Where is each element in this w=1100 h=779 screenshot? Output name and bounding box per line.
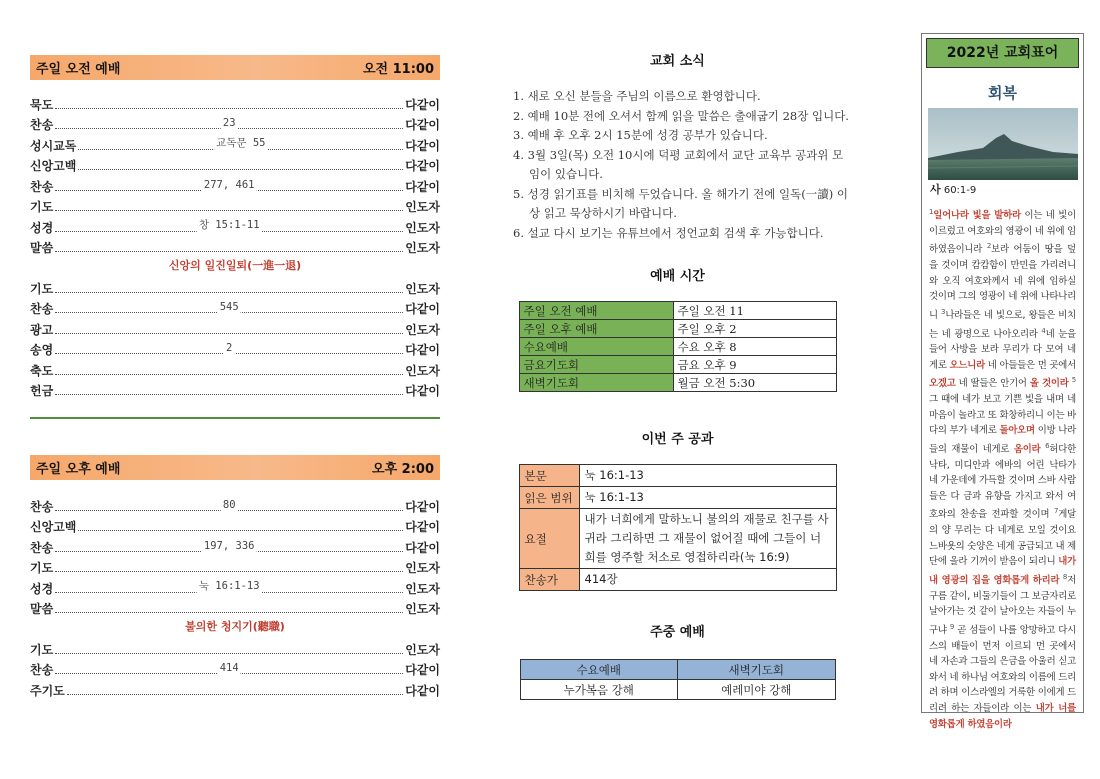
order-item-leader: 인도자 — [405, 241, 440, 255]
midweek-value-dawn: 예레미야 강해 — [678, 680, 836, 700]
dotted-leader — [55, 108, 403, 109]
order-item-leader: 다같이 — [405, 540, 440, 555]
order-item-label: 말씀 — [30, 241, 54, 255]
lesson-row — [519, 487, 836, 509]
lesson-row — [519, 465, 836, 487]
lesson-value: 눅 16:1-13 — [579, 487, 836, 509]
midweek-title: 주중 예배 — [650, 625, 705, 640]
dotted-leader — [55, 178, 403, 191]
order-item-leader: 인도자 — [405, 322, 440, 337]
order-item-detail: 창 15:1-11 — [198, 218, 260, 231]
order-item-leader: 다같이 — [405, 520, 440, 534]
order-item-leader: 인도자 — [405, 561, 440, 575]
order-item-detail: 197, 336 — [203, 539, 255, 552]
order-item-leader: 인도자 — [405, 602, 440, 616]
order-row — [30, 535, 440, 556]
dotted-leader — [55, 218, 403, 232]
schedule-row — [519, 320, 836, 338]
midweek-header-wednesday: 수요예배 — [520, 660, 678, 680]
afternoon-service-title: 주일 오후 예배 — [36, 462, 121, 477]
order-item-label: 기도 — [30, 642, 54, 657]
schedule-service-name: 수요예배 — [519, 338, 673, 356]
church-news-column — [505, 50, 850, 700]
schedule-service-time: 금요 오후 9 — [673, 356, 836, 374]
lesson-row — [519, 509, 836, 569]
morning-service-title: 주일 오전 예배 — [36, 62, 121, 77]
dotted-leader — [55, 117, 403, 129]
dotted-leader — [55, 571, 403, 572]
order-row — [30, 379, 440, 400]
lesson-table — [519, 464, 837, 591]
lesson-key: 본문 — [519, 465, 579, 487]
schedule-table — [519, 301, 837, 392]
afternoon-order-list — [30, 494, 440, 617]
order-item-leader: 다같이 — [405, 138, 440, 153]
scripture-text: $^1$일어나라 빛을 발하라 이는 네 빛이 이르렀고 여호와의 영광이 네 위에 임하였음이니라 $^2$보라 어둠이 땅을 덮을 것이며 캄캄함이 만민을 가리려니와 오직 여호와께서 네 위에 임하실 것이며 그의 영광이 네 위에 나타나리니 $^3$나라들은 네 빛으로, 왕들은 비치는 네 광명으로 나아오리라 $^4$네 눈을 들어 사방을 보라 무리가 다 모여 네게로 오느니라 네 아들들은 먼 곳에서 오겠고 네 딸들은 안기어 올 것이라 $^5$그 때에 네가 보고 기쁜 빛을 내며 네 마음이 놀라고 또 화창하리니 이는 바다의 부가 네게로 돌아오며 이방 나라들의 재물이 네게로 옴이라 $^6$허다한 낙타, 미디안과 에바의 어린 낙타가 네 가운데에 가득할 것이며 스바 사람들은 다 금과 유향을 가지고 와서 여호와의 찬송을 전파할 것이며 $^7$게달의 양 무리는 다 네게로 모일 것이요 느바욧의 숫양은 네게 공급되고 내 제단에 올라 기꺼이 받음이 되리니 내가 내 영광의 집을 영화롭게 하리라 $^8$저 구름 같이, 비둘기들이 그 보금자리로 날아가는 것 같이 날아오는 자들이 누구냐 $^9$ 곧 섬들이 나를 앙망하고 다시스의 배들이 먼저 이르되 먼 곳에서 네 자손과 그들의 은금을 아울러 싣고 와서 네 하나님 여호와의 이름에 드리려 하며 이스라엘의 거룩한 이에게 드리려 하는 자들이라 이는 내가 너를 영화롭게 하였음이라 — [929, 208, 1077, 730]
dotted-leader — [55, 539, 403, 552]
order-item-label: 기도 — [30, 561, 54, 575]
order-row — [30, 215, 440, 236]
order-item-leader: 인도자 — [405, 642, 440, 657]
lesson-value: 414장 — [579, 569, 836, 591]
order-item-leader: 다같이 — [405, 384, 440, 398]
order-row — [30, 174, 440, 195]
order-item-leader: 인도자 — [405, 581, 440, 596]
motto-banner: 2022년 교회표어 — [926, 38, 1079, 68]
dotted-leader — [55, 579, 403, 593]
order-row — [30, 276, 440, 297]
order-item-label: 광고 — [30, 322, 54, 337]
dotted-leader — [67, 694, 403, 695]
order-row — [30, 358, 440, 379]
lesson-value: 눅 16:1-13 — [579, 465, 836, 487]
order-item-label: 성경 — [30, 220, 54, 235]
dotted-leader — [55, 292, 403, 293]
dotted-leader — [55, 498, 403, 511]
morning-sermon-title: 신앙의 일진일퇴(一進一退) — [168, 259, 302, 272]
schedule-row — [519, 374, 836, 392]
order-item-leader: 다같이 — [405, 499, 440, 514]
order-row — [30, 597, 440, 618]
order-item-leader: 다같이 — [405, 159, 440, 173]
order-item-label: 송영 — [30, 343, 54, 357]
order-item-label: 묵도 — [30, 97, 54, 112]
dotted-leader — [55, 301, 403, 313]
schedule-title: 예배 시간 — [650, 269, 705, 284]
order-item-leader: 다같이 — [405, 97, 440, 112]
order-item-label: 헌금 — [30, 384, 54, 398]
news-item: 6. 설교 다시 보기는 유튜브에서 정언교회 검색 후 가능합니다. — [513, 225, 824, 240]
order-item-detail: 23 — [222, 117, 236, 129]
lesson-title: 이번 주 공과 — [641, 432, 714, 447]
dotted-leader — [55, 374, 403, 375]
motto-theme: 회복 — [988, 84, 1017, 102]
news-title: 교회 소식 — [650, 54, 705, 69]
order-item-leader: 다같이 — [405, 302, 440, 316]
order-row — [30, 637, 440, 658]
dotted-leader — [55, 210, 403, 211]
order-row — [30, 678, 440, 699]
afternoon-service-header — [30, 455, 440, 480]
schedule-service-time: 수요 오후 8 — [673, 338, 836, 356]
order-item-leader: 인도자 — [405, 281, 440, 296]
order-item-leader: 다같이 — [405, 663, 440, 677]
order-row — [30, 133, 440, 154]
order-item-detail: 277, 461 — [203, 178, 255, 191]
order-row — [30, 297, 440, 318]
order-row — [30, 113, 440, 134]
order-item-leader: 인도자 — [405, 220, 440, 235]
schedule-service-name: 새벽기도회 — [519, 374, 673, 392]
afternoon-order-list-after — [30, 637, 440, 699]
order-item-label: 주기도 — [30, 683, 65, 698]
morning-order-list-after — [30, 276, 440, 399]
order-item-label: 축도 — [30, 363, 54, 378]
dotted-leader — [55, 251, 403, 252]
dotted-leader — [78, 530, 403, 531]
order-item-leader: 다같이 — [405, 118, 440, 132]
midweek-table — [520, 659, 836, 700]
order-row — [30, 195, 440, 216]
order-item-label: 찬송 — [30, 499, 54, 514]
lesson-key: 읽은 범위 — [519, 487, 579, 509]
order-item-detail: 2 — [226, 342, 233, 354]
schedule-row — [519, 338, 836, 356]
order-row — [30, 556, 440, 577]
worship-order-column — [30, 55, 440, 699]
order-item-detail: 교독문 55 — [216, 136, 266, 149]
dotted-leader — [55, 612, 403, 613]
order-row — [30, 154, 440, 175]
order-item-detail: 414 — [219, 662, 239, 674]
dotted-leader — [55, 342, 403, 354]
schedule-service-time: 주일 오전 11 — [673, 302, 836, 320]
order-item-leader: 인도자 — [405, 363, 440, 378]
order-row — [30, 317, 440, 338]
lesson-row — [519, 569, 836, 591]
lesson-value: 내가 너희에게 말하노니 불의의 재물로 친구를 사귀라 그리하면 그 재물이 없어질 때에 그들이 너희를 영주할 처소로 영접하리라(눅 16:9) — [579, 509, 836, 569]
schedule-service-time: 월금 오전 5:30 — [673, 374, 836, 392]
order-item-detail: 545 — [219, 301, 239, 313]
order-item-leader: 다같이 — [405, 179, 440, 194]
order-item-label: 신앙고백 — [30, 520, 77, 534]
dotted-leader — [55, 662, 403, 674]
order-item-leader: 다같이 — [405, 343, 440, 357]
order-item-leader: 다같이 — [405, 683, 440, 698]
order-item-label: 말씀 — [30, 602, 54, 616]
mountain-landscape-image — [928, 108, 1078, 180]
order-row — [30, 515, 440, 536]
morning-order-list — [30, 92, 440, 256]
order-item-detail: 눅 16:1-13 — [198, 579, 260, 592]
order-row — [30, 576, 440, 597]
order-item-label: 기도 — [30, 281, 54, 296]
order-item-label: 찬송 — [30, 302, 54, 316]
dotted-leader — [78, 136, 403, 150]
schedule-service-name: 금요기도회 — [519, 356, 673, 374]
dotted-leader — [55, 394, 403, 395]
order-item-label: 성경 — [30, 581, 54, 596]
order-item-detail: 80 — [222, 498, 236, 511]
scripture-book: 사 — [930, 183, 941, 196]
afternoon-service-time: 오후 2:00 — [372, 462, 434, 477]
news-item: 4. 3월 3일(목) 오전 10시에 덕평 교회에서 교단 교육부 공과위 모임이 있습니다. — [513, 147, 844, 181]
dotted-leader — [78, 169, 403, 170]
order-item-label: 찬송 — [30, 540, 54, 555]
news-list — [505, 87, 850, 243]
schedule-service-name: 주일 오후 예배 — [519, 320, 673, 338]
news-item: 2. 예배 10분 전에 오셔서 함께 읽을 말씀은 출애굽기 28장 입니다. — [513, 108, 849, 123]
midweek-value-wednesday: 누가복음 강해 — [520, 680, 678, 700]
scripture-range: 60:1-9 — [943, 185, 977, 196]
order-item-label: 성시교독 — [30, 138, 77, 153]
order-item-label: 기도 — [30, 200, 54, 214]
lesson-key: 찬송가 — [519, 569, 579, 591]
order-row — [30, 338, 440, 359]
order-item-label: 찬송 — [30, 118, 54, 132]
dotted-leader — [55, 653, 403, 654]
morning-service-time: 오전 11:00 — [362, 62, 434, 77]
motto-column — [921, 33, 1084, 730]
order-row — [30, 236, 440, 257]
order-item-label: 찬송 — [30, 663, 54, 677]
order-item-leader: 인도자 — [405, 200, 440, 214]
lesson-key: 요절 — [519, 509, 579, 569]
order-row — [30, 494, 440, 515]
schedule-service-name: 주일 오전 예배 — [519, 302, 673, 320]
news-item: 1. 새로 오신 분들을 주님의 이름으로 환영합니다. — [513, 89, 761, 103]
schedule-service-time: 주일 오후 2 — [673, 320, 836, 338]
morning-service-header — [30, 55, 440, 80]
scripture-reference — [922, 181, 1083, 197]
order-row — [30, 92, 440, 113]
order-item-label: 신앙고백 — [30, 159, 77, 173]
news-item: 5. 성경 읽기표를 비치해 두었습니다. 올 해가기 전에 일독(一讀) 이상 읽고 묵상하시기 바랍니다. — [513, 186, 849, 220]
schedule-row — [519, 302, 836, 320]
dotted-leader — [55, 333, 403, 334]
order-item-label: 찬송 — [30, 179, 54, 194]
afternoon-sermon-title: 불의한 청지기(聽職) — [185, 620, 285, 633]
schedule-row — [519, 356, 836, 374]
news-item: 3. 예배 후 오후 2시 15분에 성경 공부가 있습니다. — [513, 128, 768, 142]
order-row — [30, 658, 440, 679]
midweek-header-dawn: 새벽기도회 — [678, 660, 836, 680]
